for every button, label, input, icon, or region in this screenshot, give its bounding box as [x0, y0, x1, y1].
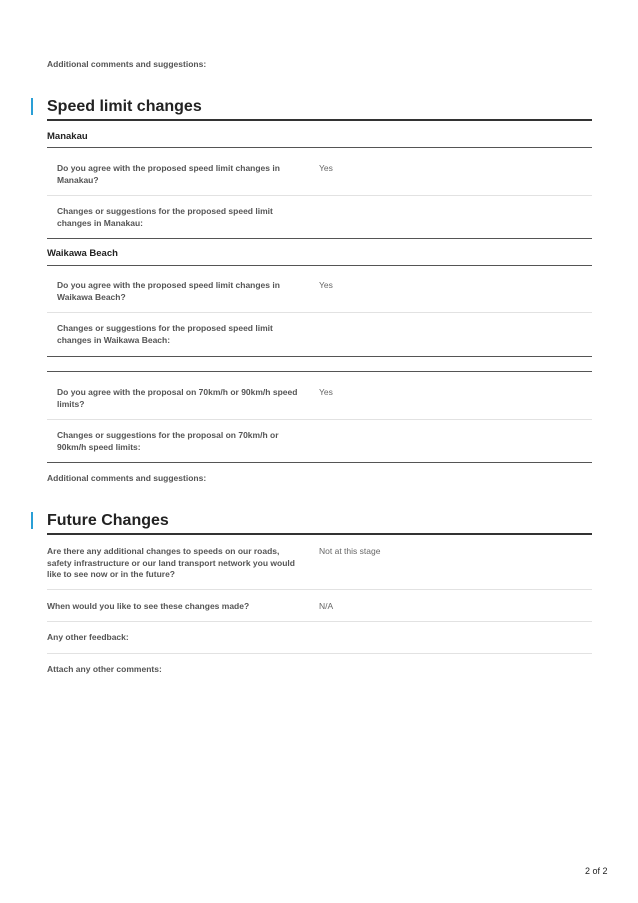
row-divider: [47, 589, 592, 590]
question-manakau-suggestions: Changes or suggestions for the proposed speed limit changes in Manakau:: [57, 206, 273, 228]
question-other-feedback: Any other feedback:: [47, 632, 129, 642]
question-additional-changes: Are there any additional changes to speeds on our roads, safety infrastructure or our land transport network you would like to see now or in the future?: [47, 546, 295, 579]
subsection-divider: [47, 356, 592, 357]
row-divider: [47, 312, 592, 313]
question-waikawa-agree: Do you agree with the proposed speed limit changes in Waikawa Beach?: [57, 280, 280, 302]
row-divider: [47, 653, 592, 654]
section-accent-bar: [31, 512, 33, 529]
row-divider: [47, 621, 592, 622]
answer-additional-changes: Not at this stage: [319, 546, 381, 556]
row-divider: [47, 195, 592, 196]
answer-when-changes: N/A: [319, 601, 334, 611]
subsection-divider: [47, 265, 592, 266]
subsection-title-waikawa-beach: Waikawa Beach: [47, 248, 118, 259]
subsection-divider: [47, 147, 592, 148]
subsection-divider: [47, 238, 592, 239]
question-speed-limits-agree: Do you agree with the proposal on 70km/h or 90km/h speed limits?: [57, 387, 298, 409]
answer-manakau-agree: Yes: [319, 163, 333, 173]
section-accent-bar: [31, 98, 33, 115]
subsection-divider: [47, 371, 592, 372]
question-waikawa-suggestions: Changes or suggestions for the proposed speed limit changes in Waikawa Beach:: [57, 323, 273, 345]
answer-waikawa-agree: Yes: [319, 280, 333, 290]
section-divider: [47, 533, 592, 535]
row-divider: [47, 419, 592, 420]
question-when-changes: When would you like to see these changes made?: [47, 601, 250, 611]
question-speed-limits-suggestions: Changes or suggestions for the proposal on 70km/h or 90km/h speed limits:: [57, 430, 279, 452]
page-number: 2 of 2: [585, 866, 608, 876]
additional-comments-label: Additional comments and suggestions:: [47, 473, 207, 483]
question-attach-comments: Attach any other comments:: [47, 664, 162, 674]
answer-speed-limits-agree: Yes: [319, 387, 333, 397]
subsection-title-manakau: Manakau: [47, 131, 88, 142]
subsection-divider: [47, 462, 592, 463]
question-manakau-agree: Do you agree with the proposed speed limit changes in Manakau?: [57, 163, 280, 185]
section-heading-future-changes: Future Changes: [47, 512, 169, 529]
section-heading-speed-limit-changes: Speed limit changes: [47, 98, 202, 115]
section-divider: [47, 119, 592, 121]
additional-comments-label: Additional comments and suggestions:: [47, 59, 207, 69]
